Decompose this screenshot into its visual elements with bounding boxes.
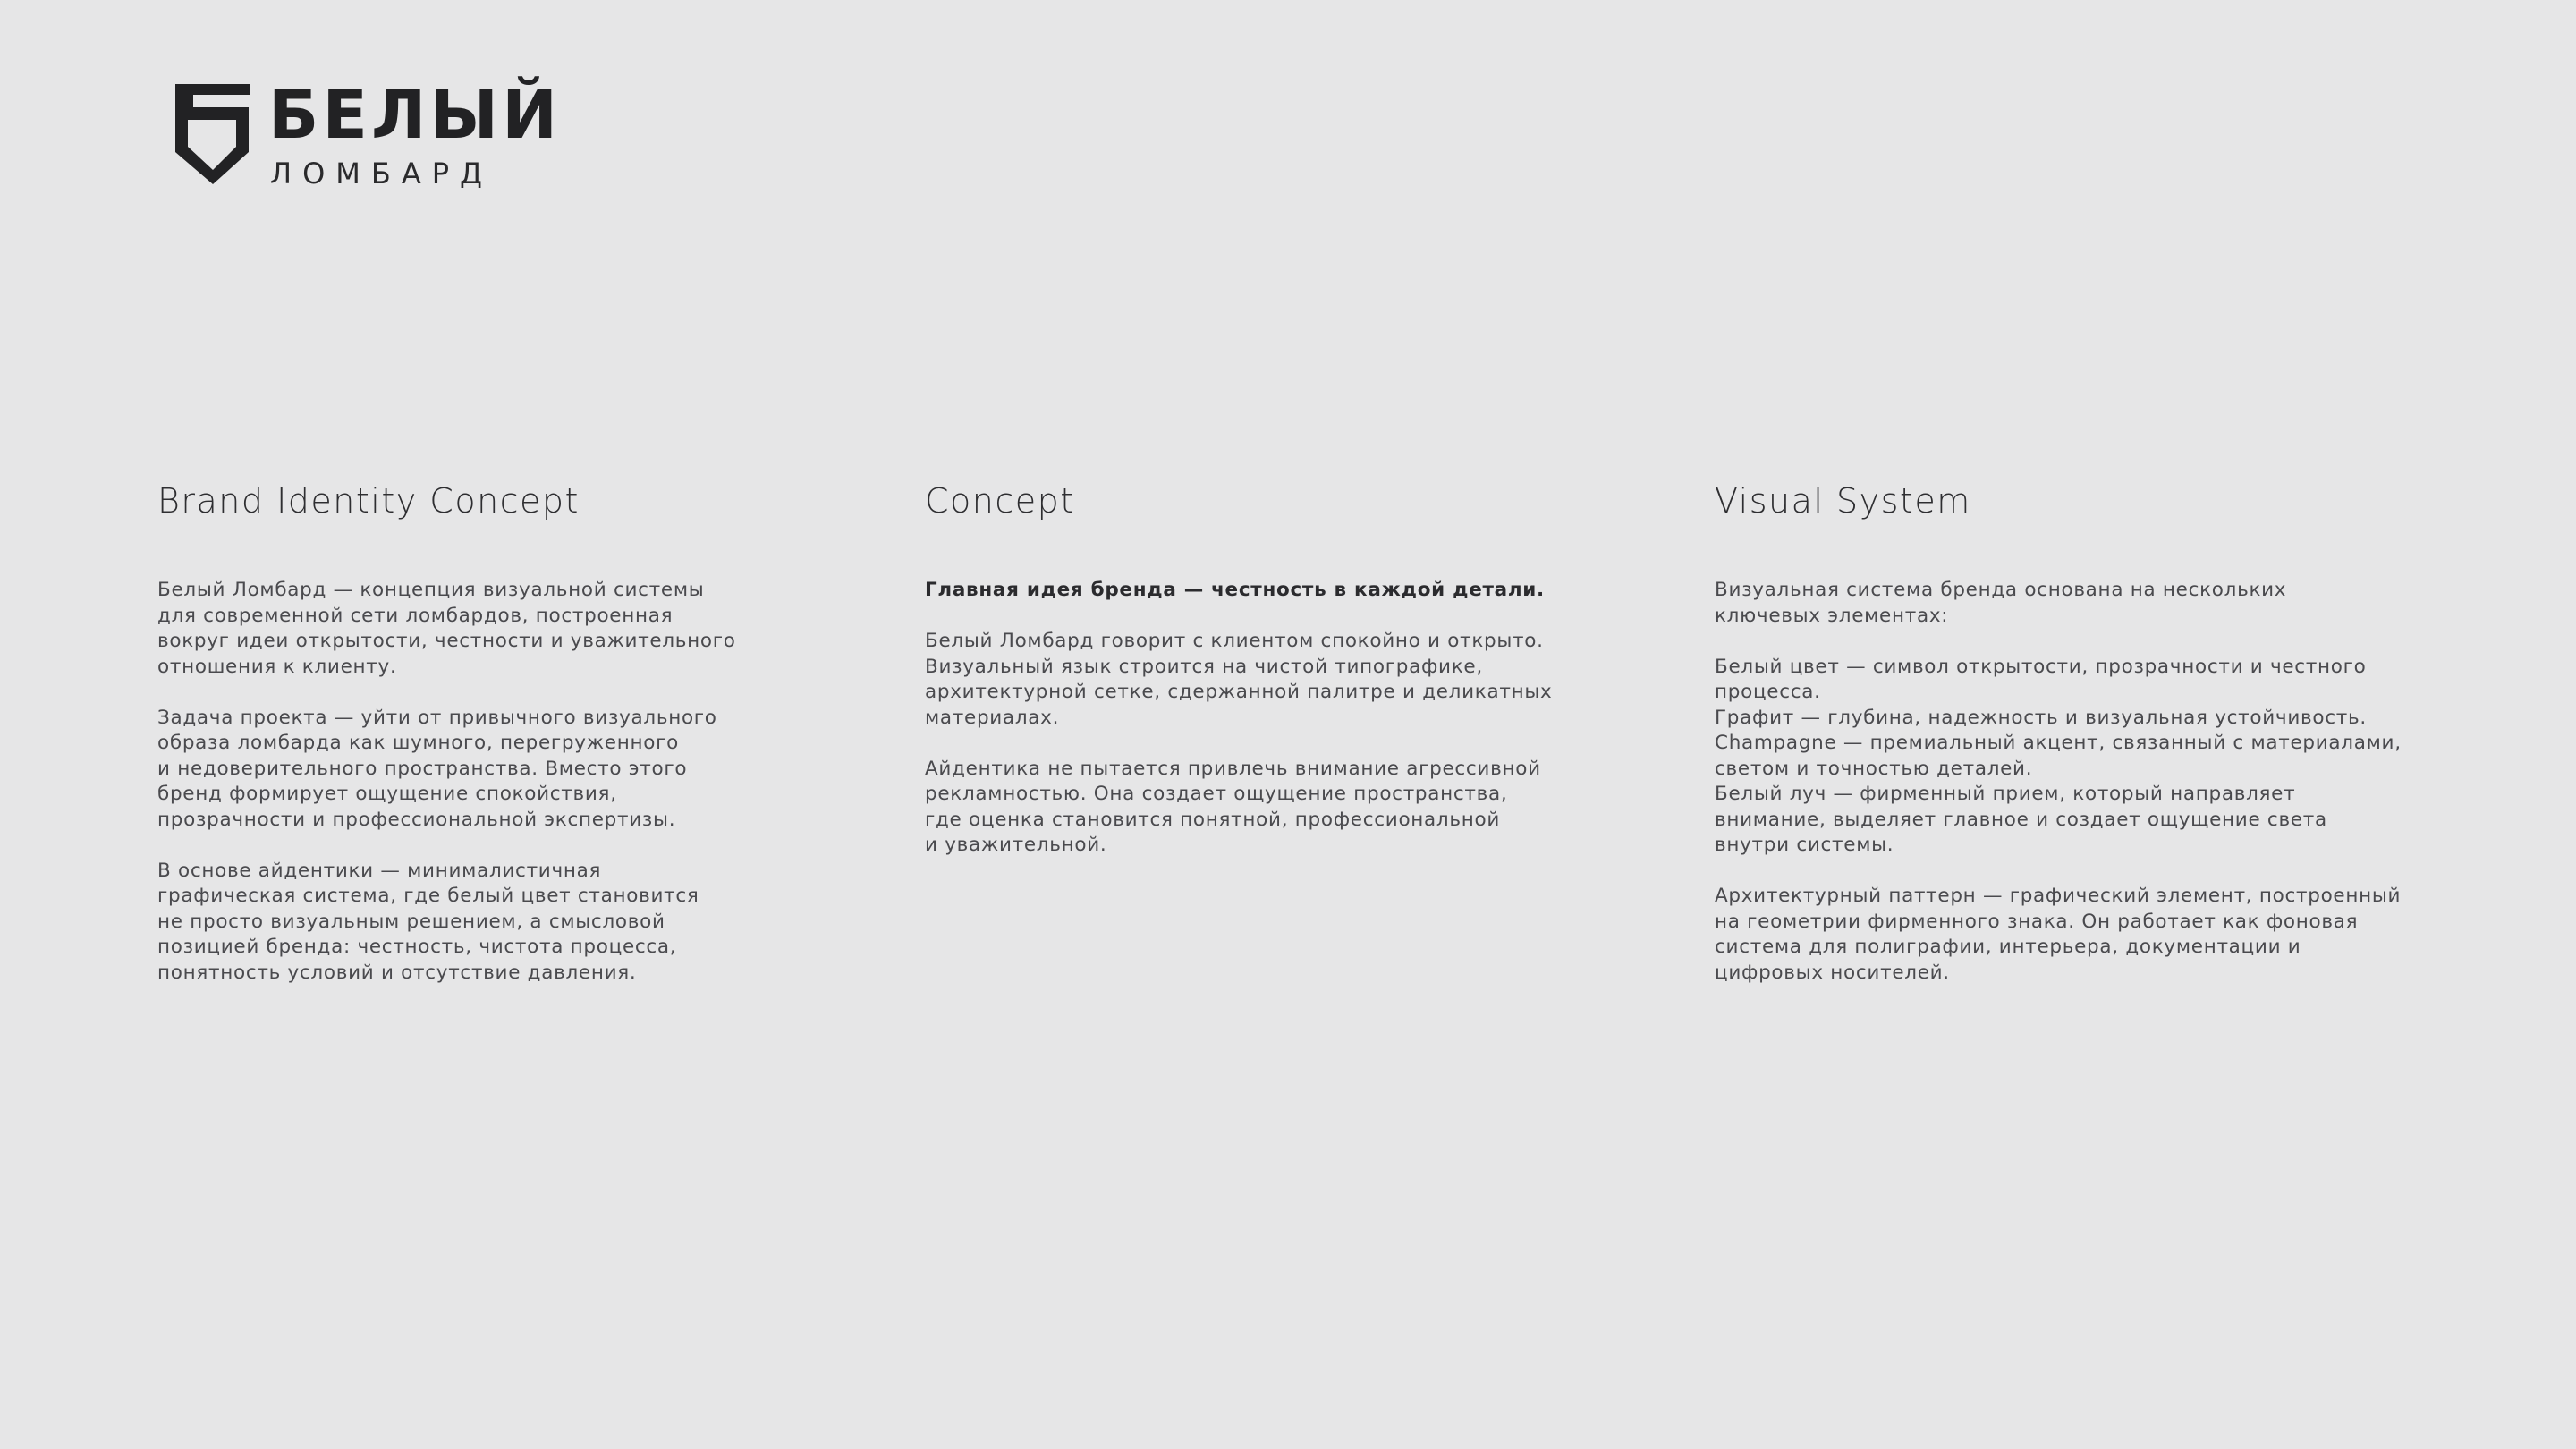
- section-title: Brand Identity Concept: [157, 481, 580, 521]
- logo-wordmark-primary: БЕЛЫЙ: [268, 77, 562, 154]
- paragraph: Белый Ломбард — концепция визуальной системы для современной сети ломбардов, построенная вокруг идеи открытости, честности и уважительного отношения к клиенту.: [157, 579, 736, 678]
- paragraph: Айдентика не пытается привлечь внимание агрессивной рекламностью. Она создает ощущение пространства, где оценка становится понятной, профессиональной и уважительной.: [925, 757, 1541, 856]
- paragraph: Визуальная система бренда основана на нескольких ключевых элементах:: [1715, 579, 2287, 627]
- paragraph: Белый цвет — символ открытости, прозрачности и честного процесса. Графит — глубина, надежность и визуальная устойчивость. Champagne — премиальный акцент, связанный с материалами, светом и точностью деталей. Белый луч — фирменный прием, который направляет внимание, выделяет главное и создает ощущение света внутри системы.: [1715, 655, 2402, 856]
- logo-wordmark-secondary: ЛОМБАРД: [270, 157, 493, 191]
- column-concept: [925, 476, 1605, 884]
- section-title: Visual System: [1715, 481, 1971, 521]
- shield-b-icon: [174, 80, 254, 188]
- column-visual-system: [1715, 476, 2430, 1012]
- paragraph: В основе айдентики — минималистичная графическая система, где белый цвет становится не просто визуальным решением, а смысловой позицией бренда: честность, чистота процесса, понятность условий и отсутствие давления.: [157, 859, 699, 984]
- section-title: Concept: [925, 481, 1075, 521]
- column-brand-identity: [157, 476, 801, 1012]
- brand-logo: [174, 77, 562, 197]
- paragraph: Задача проекта — уйти от привычного визуального образа ломбарда как шумного, перегруженного и недоверительного пространства. Вместо этого бренд формирует ощущение спокойствия, прозрачности и профессиональной экспертизы.: [157, 706, 717, 831]
- paragraph: Архитектурный паттерн — графический элемент, построенный на геометрии фирменного знака. Он работает как фоновая система для полиграфии, интерьера, документации и цифровых носителей.: [1715, 885, 2402, 984]
- paragraph: Белый Ломбард говорит с клиентом спокойно и открыто. Визуальный язык строится на чистой типографике, архитектурной сетке, сдержанной палитре и деликатных материалах.: [925, 630, 1553, 729]
- lead-statement: Главная идея бренда — честность в каждой детали.: [925, 579, 1545, 601]
